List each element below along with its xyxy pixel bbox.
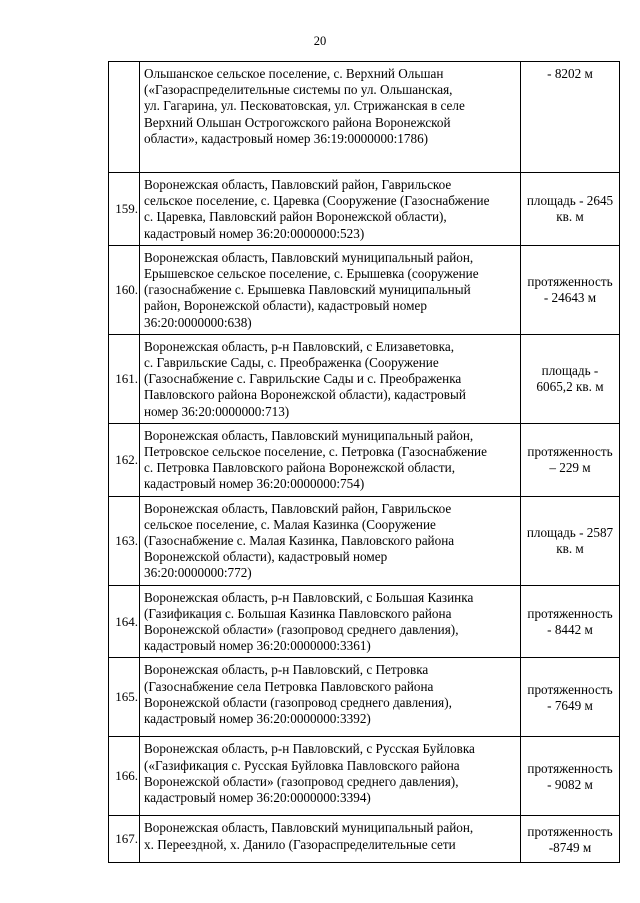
row-number: 159. (109, 173, 140, 246)
description-line: (газоснабжение с. Ерышевка Павловский муниципальный (144, 282, 471, 298)
description-line: с. Петровка Павловского района Воронежской области, (144, 460, 456, 476)
page-number: 20 (313, 34, 327, 48)
row-number: 163. (109, 496, 140, 585)
measure-line: протяженность (527, 605, 613, 621)
description-line: х. Переездной, х. Данило (Газораспределительные сети (144, 836, 456, 852)
description-line: ул. Гагарина, ул. Песковатовская, ул. Стрижанская в селе (144, 98, 465, 114)
description-line: Воронежская область, Павловский муниципальный район, (144, 427, 474, 443)
description-line: номер 36:20:0000000:713) (144, 403, 290, 419)
object-description (140, 423, 521, 496)
object-description (140, 245, 521, 334)
description-line: (Газоснабжение с. Малая Казинка, Павловского района (144, 533, 455, 549)
table-row (109, 245, 620, 334)
description-line: Воронежской области» (газопровод среднего давления), (144, 773, 459, 789)
row-number: 165. (109, 658, 140, 737)
measure-line: кв. м (556, 209, 584, 225)
row-number: 164. (109, 585, 140, 658)
measure-line: - 24643 м (543, 290, 597, 306)
description-line: Воронежской области» (газопровод среднего давления), (144, 622, 459, 638)
description-line: Павловского района Воронежской области), кадастровый (144, 387, 466, 403)
row-number: 160. (109, 245, 140, 334)
description-line: Ерышевское сельское поселение, с. Ерышевка (сооружение (144, 266, 479, 282)
table-row (109, 496, 620, 585)
object-description (140, 737, 521, 816)
description-line: сельское поселение, с. Малая Казинка (Сооружение (144, 516, 436, 532)
description-line: кадастровый номер 36:20:0000000:754) (144, 476, 365, 492)
description-line: Воронежской области), кадастровый номер (144, 549, 388, 565)
description-line: Воронежская область, Павловский муниципальный район, (144, 249, 474, 265)
description-line: кадастровый номер 36:20:0000000:523) (144, 225, 365, 241)
object-measure (521, 245, 620, 334)
object-measure (521, 423, 620, 496)
description-line: Петровское сельское поселение, с. Петровка (Газоснабжение (144, 444, 487, 460)
description-line: Воронежская область, р-н Павловский, с Елизаветовка, (144, 338, 455, 354)
measure-line: протяженность (527, 274, 613, 290)
description-line: («Газификация с. Русская Буйловка Павловского района (144, 757, 460, 773)
object-description (140, 585, 521, 658)
measure-line: протяженность (527, 444, 613, 460)
object-measure (521, 585, 620, 658)
description-line: («Газораспределительные системы по ул. Ольшанская, (144, 82, 453, 98)
table-row (109, 737, 620, 816)
description-line: области», кадастровый номер 36:19:0000000:1786) (144, 130, 429, 146)
object-measure (521, 496, 620, 585)
description-line: (Газоснабжение с. Гаврильские Сады и с. Преображенка (144, 371, 462, 387)
measure-line: площадь - 2645 (526, 193, 614, 209)
table-row (109, 334, 620, 423)
description-line: Воронежская область, Павловский район, Гаврильское (144, 500, 452, 516)
table-row (109, 585, 620, 658)
object-measure (521, 334, 620, 423)
description-line: Воронежская область, р-н Павловский, с Большая Казинка (144, 589, 474, 605)
description-line: Ольшанское сельское поселение, с. Верхний Ольшан (144, 66, 444, 81)
description-line: (Газоснабжение села Петровка Павловского района (144, 678, 434, 694)
measure-line: протяженность (527, 681, 613, 697)
measure-line: -8749 м (548, 839, 592, 855)
description-line: кадастровый номер 36:20:0000000:3392) (144, 711, 371, 727)
measure-line: – 229 м (549, 460, 591, 476)
description-line: с. Гаврильские Сады, с. Преображенка (Сооружение (144, 355, 439, 371)
measure-line: площадь - 2587 (526, 524, 614, 540)
measure-line: протяженность (527, 823, 613, 839)
description-line: кадастровый номер 36:20:0000000:3394) (144, 790, 371, 806)
object-description (140, 658, 521, 737)
description-line: с. Царевка, Павловский район Воронежской области), (144, 209, 447, 225)
object-measure (521, 62, 620, 173)
object-measure (521, 658, 620, 737)
description-line: 36:20:0000000:772) (144, 565, 252, 581)
row-number: 167. (109, 816, 140, 863)
description-line: Воронежской области (газопровод среднего давления), (144, 694, 452, 710)
row-number (109, 62, 140, 173)
measure-line: - 8202 м (547, 66, 593, 81)
measure-line: кв. м (556, 541, 584, 557)
object-description (140, 334, 521, 423)
row-number: 166. (109, 737, 140, 816)
description-line: 36:20:0000000:638) (144, 314, 252, 330)
object-description (140, 62, 521, 173)
table-row (109, 816, 620, 863)
measure-line: 6065,2 кв. м (536, 379, 604, 395)
row-number: 161. (109, 334, 140, 423)
description-line: Воронежская область, Павловский муниципальный район, (144, 820, 474, 836)
object-measure (521, 737, 620, 816)
description-line: район, Воронежской области), кадастровый номер (144, 298, 427, 314)
description-line: (Газификация с. Большая Казинка Павловского района (144, 605, 452, 621)
table-row (109, 658, 620, 737)
description-line: Воронежская область, р-н Павловский, с Петровка (144, 662, 429, 678)
table-row (109, 173, 620, 246)
object-description (140, 816, 521, 863)
object-measure (521, 816, 620, 863)
object-description (140, 173, 521, 246)
description-line: Верхний Ольшан Острогожского района Воронежской (144, 114, 451, 130)
description-line: Воронежская область, Павловский район, Гаврильское (144, 177, 452, 192)
object-description (140, 496, 521, 585)
registry-rows (109, 62, 620, 863)
table-row (109, 423, 620, 496)
row-number: 162. (109, 423, 140, 496)
object-measure (521, 173, 620, 246)
description-line: кадастровый номер 36:20:0000000:3361) (144, 638, 371, 654)
description-line: сельское поселение, с. Царевка (Сооружение (Газоснабжение (144, 193, 490, 209)
measure-line: - 7649 м (547, 697, 593, 713)
measure-line: - 8442 м (547, 622, 593, 638)
measure-line: - 9082 м (547, 776, 593, 792)
measure-line: протяженность (527, 760, 613, 776)
measure-line: площадь - (541, 363, 599, 379)
description-line: Воронежская область, р-н Павловский, с Русская Буйловка (144, 741, 475, 757)
registry-table (108, 61, 620, 863)
table-row (109, 62, 620, 173)
